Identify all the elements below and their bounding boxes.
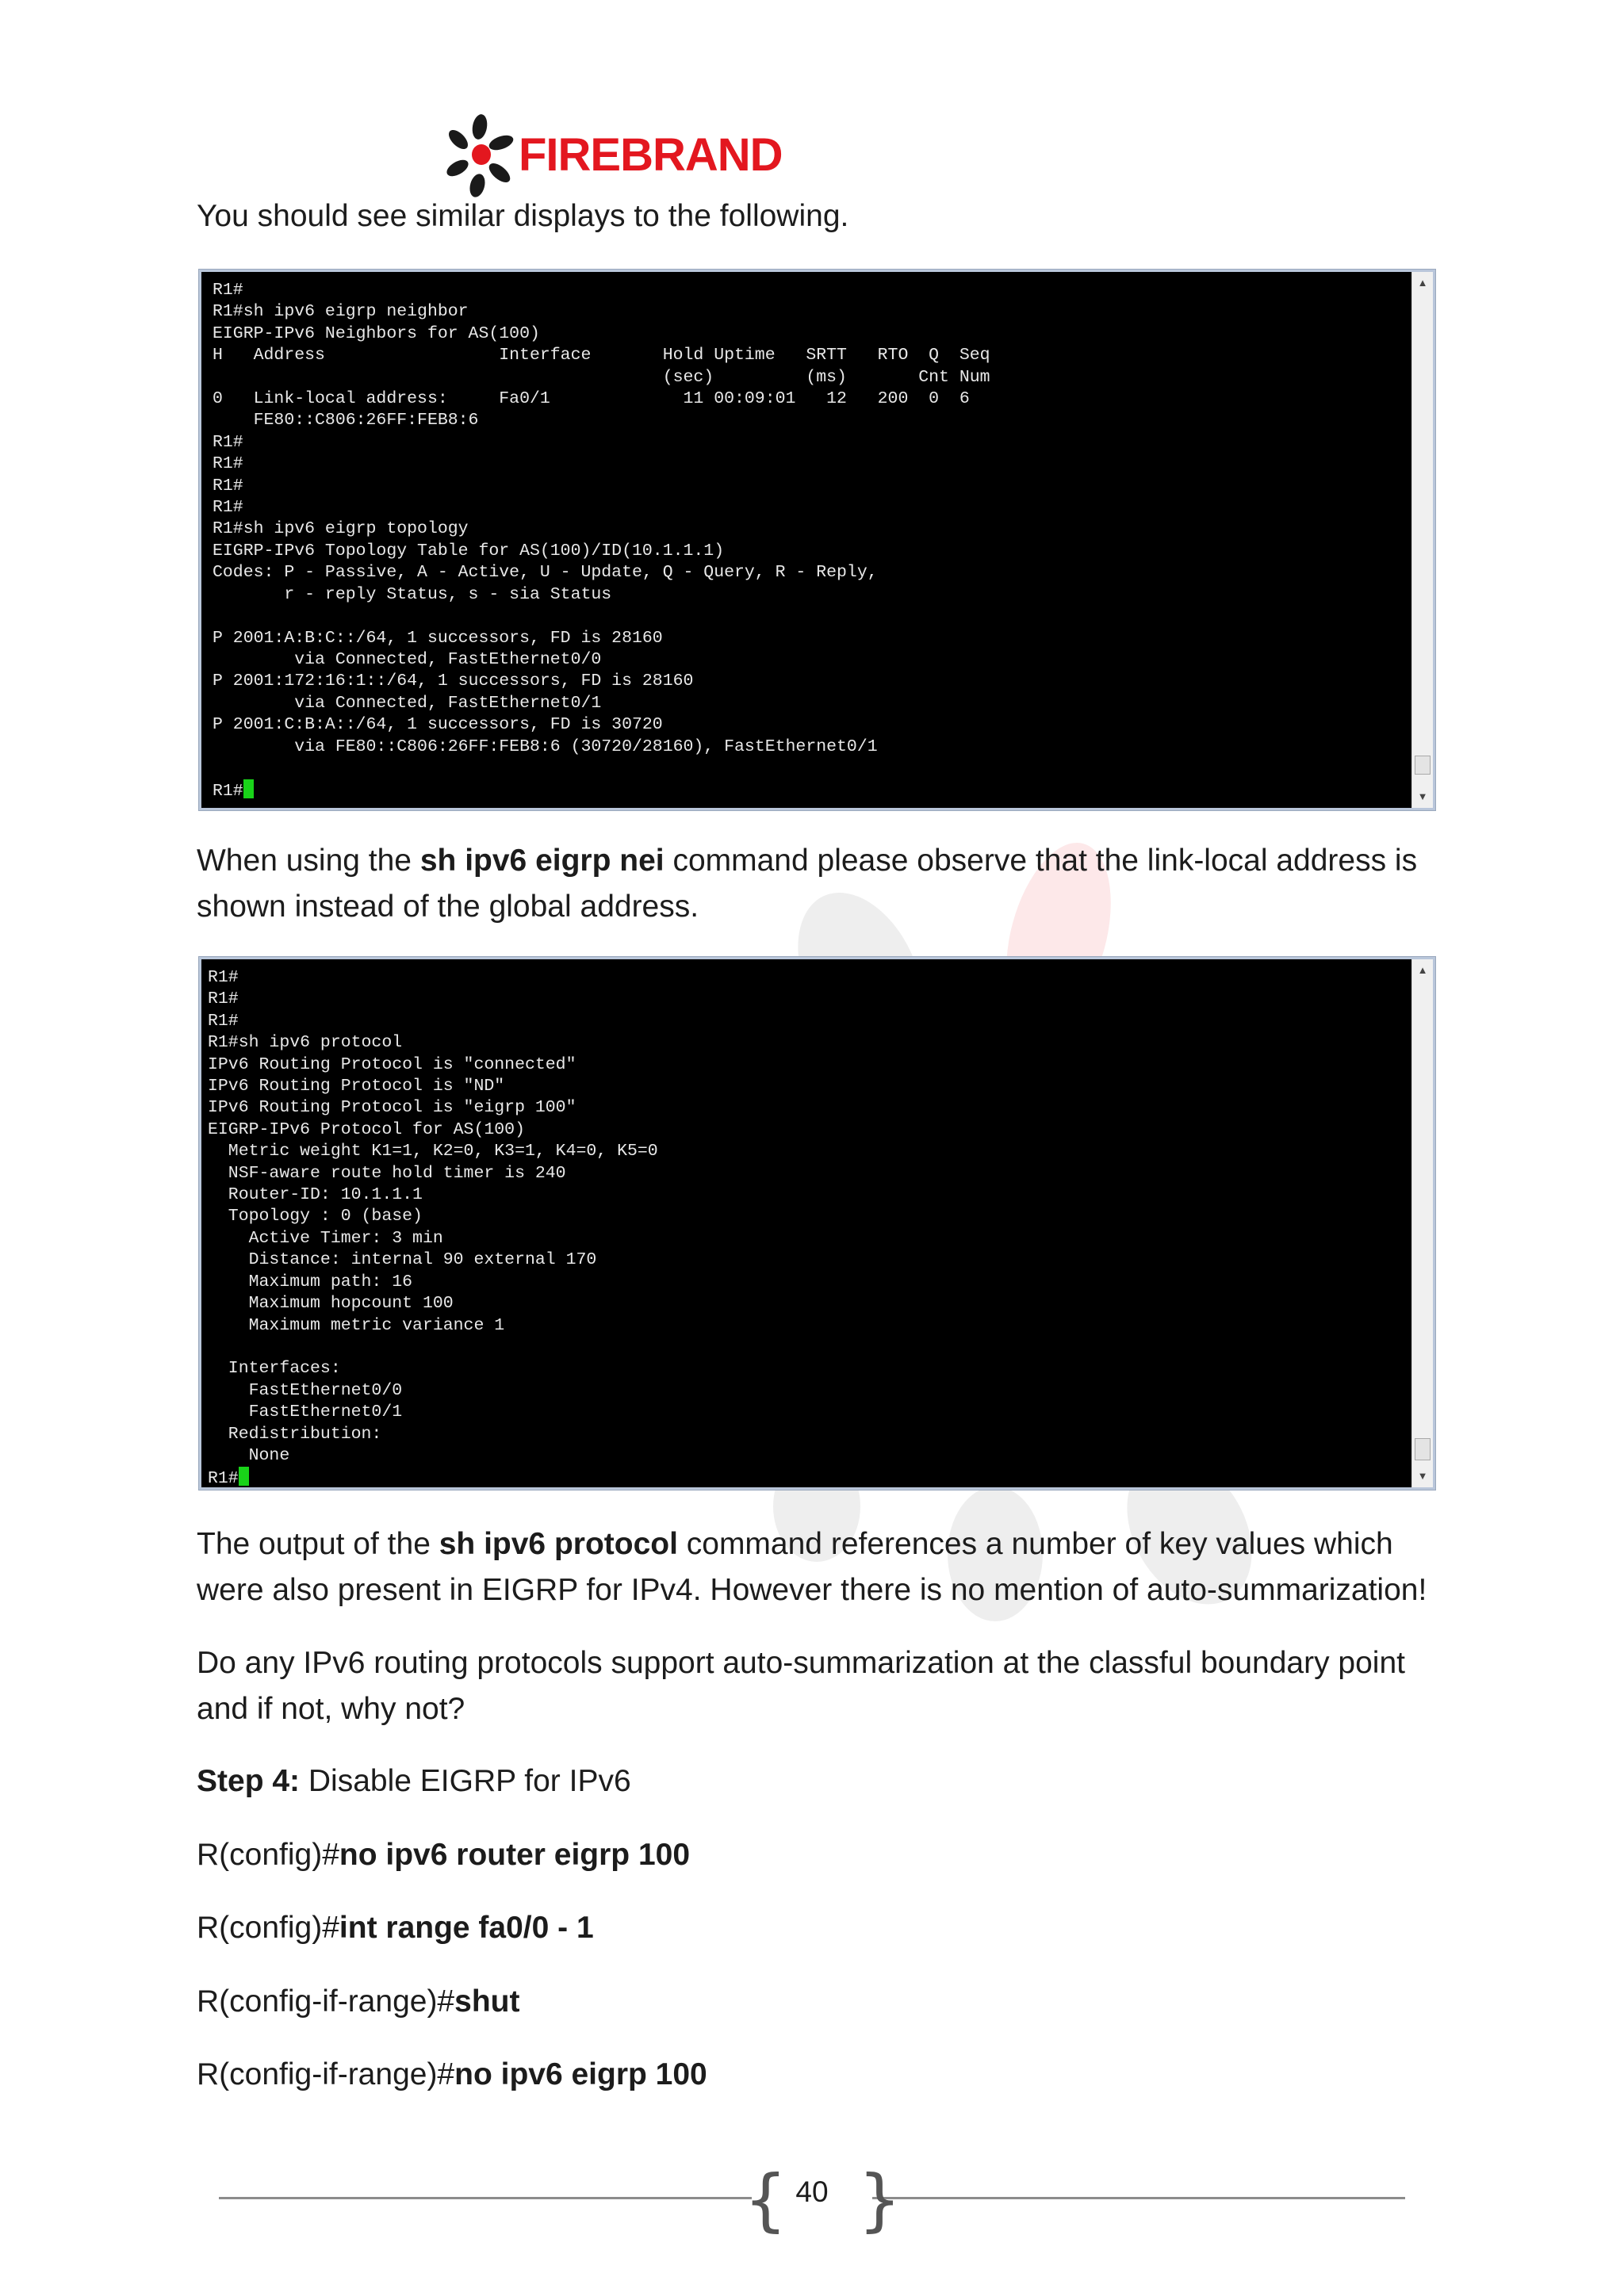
scroll-thumb[interactable] <box>1415 1438 1431 1460</box>
paragraph-text: When using the <box>197 844 420 878</box>
left-brace-icon: { <box>744 2160 787 2240</box>
question-text: Do any IPv6 routing protocols support auto-summarization at the classful boundary point and if not, why not? <box>197 1646 1405 1726</box>
command-line <box>197 2052 1442 2098</box>
command-prefix: R(config-if-range)# <box>197 1984 455 2019</box>
paragraph-protocol-note <box>197 1521 1442 1613</box>
scroll-up-icon[interactable]: ▲ <box>1417 277 1428 289</box>
paragraph-neighbor-note <box>197 838 1442 930</box>
terminal-scrollbar[interactable] <box>1411 272 1433 808</box>
command-text: int range fa0/0 - 1 <box>339 1911 594 1945</box>
command-text: sh ipv6 eigrp nei <box>419 844 665 878</box>
command-line <box>197 1979 1442 2025</box>
step-label: Step 4: <box>197 1764 301 1798</box>
command-text: no ipv6 router eigrp 100 <box>339 1838 691 1872</box>
terminal-cursor <box>243 779 254 798</box>
scroll-down-icon[interactable]: ▼ <box>1417 1470 1428 1482</box>
paragraph-text: The output of the <box>197 1527 439 1561</box>
scroll-thumb[interactable] <box>1415 756 1431 775</box>
logo-wordmark: FIREBRAND <box>519 128 783 181</box>
firebrand-flame-icon <box>444 111 515 198</box>
terminal-eigrp-neighbor-topology <box>199 270 1435 810</box>
terminal-ipv6-protocol <box>199 957 1435 1490</box>
terminal-output: R1# R1# R1# R1#sh ipv6 protocol IPv6 Routing Protocol is "connected" IPv6 Routing Protocol is "ND" IPv6 Routing Protocol is "eigrp 100" EIGRP-IPv6 Protocol for AS(100) Metric weight K1=1, K2=0, K3=1, K4=0, K5=0 NSF-aware route hold timer is 240 Router-ID: 10.1.1.1 Topology : 0 (base) Active Timer: 3 min Distance: internal 90 external 170 Maximum path: 16 Maximum hopcount 100 Maximum metric variance 1 Interfaces: FastEthernet0/0 FastEthernet0/1 Redistribution: None R1# <box>208 968 658 1489</box>
command-prefix: R(config)# <box>197 1911 339 1945</box>
page-number: 40 <box>795 2175 829 2208</box>
paragraph-text: command references a number of key values which were also present in EIGRP for IPv4. However there is no mention of auto-summarization! <box>197 1527 1427 1607</box>
terminal-output: R1# R1#sh ipv6 eigrp neighbor EIGRP-IPv6 Neighbors for AS(100) H Address Interface Hold Uptime SRTT RTO Q Seq (sec) (ms) Cnt Num 0 Link-local address: Fa0/1 11 00:09:01 12 200 0 6 FE80::C806:26FF:FEB8:6 R1# R1# R1# R1# R1#sh ipv6 eigrp topology EIGRP-IPv6 Topology Table for AS(100)/ID(10.1.1.1) Codes: P - Passive, A - Active, U - Update, Q - Query, R - Reply, r - reply Status, s - sia Status P 2001:A:B:C::/64, 1 successors, FD is 28160 via Connected, FastEthernet0/0 P 2001:172:16:1::/64, 1 successors, FD is 28160 via Connected, FastEthernet0/1 P 2001:C:B:A::/64, 1 successors, FD is 30720 via FE80::C806:26FF:FEB8:6 (30720/28160), FastEthernet0/1 R1# <box>213 281 990 802</box>
terminal-prompt: R1# <box>208 1469 239 1489</box>
footer-rule-left <box>219 2197 752 2199</box>
intro-text: You should see similar displays to the following. <box>197 199 849 233</box>
command-text: shut <box>454 1984 520 2019</box>
terminal-prompt: R1# <box>213 782 243 802</box>
command-line <box>197 1832 1442 1878</box>
command-text: no ipv6 eigrp 100 <box>454 2057 707 2091</box>
step-heading <box>197 1758 1442 1804</box>
command-prefix: R(config-if-range)# <box>197 2057 455 2091</box>
terminal-cursor <box>239 1467 249 1486</box>
step-text: Disable EIGRP for IPv6 <box>300 1764 631 1798</box>
command-line <box>197 1905 1442 1951</box>
scroll-down-icon[interactable]: ▼ <box>1417 790 1428 802</box>
right-brace-icon: } <box>858 2160 902 2240</box>
terminal-scrollbar[interactable] <box>1411 959 1433 1487</box>
firebrand-logo <box>444 111 783 198</box>
command-text: sh ipv6 protocol <box>439 1527 678 1561</box>
command-prefix: R(config)# <box>197 1838 339 1872</box>
paragraph-text: command please observe that the link-local address is shown instead of the global address. <box>197 844 1418 924</box>
scroll-up-icon[interactable]: ▲ <box>1417 964 1428 976</box>
footer-rule-right <box>872 2197 1405 2199</box>
